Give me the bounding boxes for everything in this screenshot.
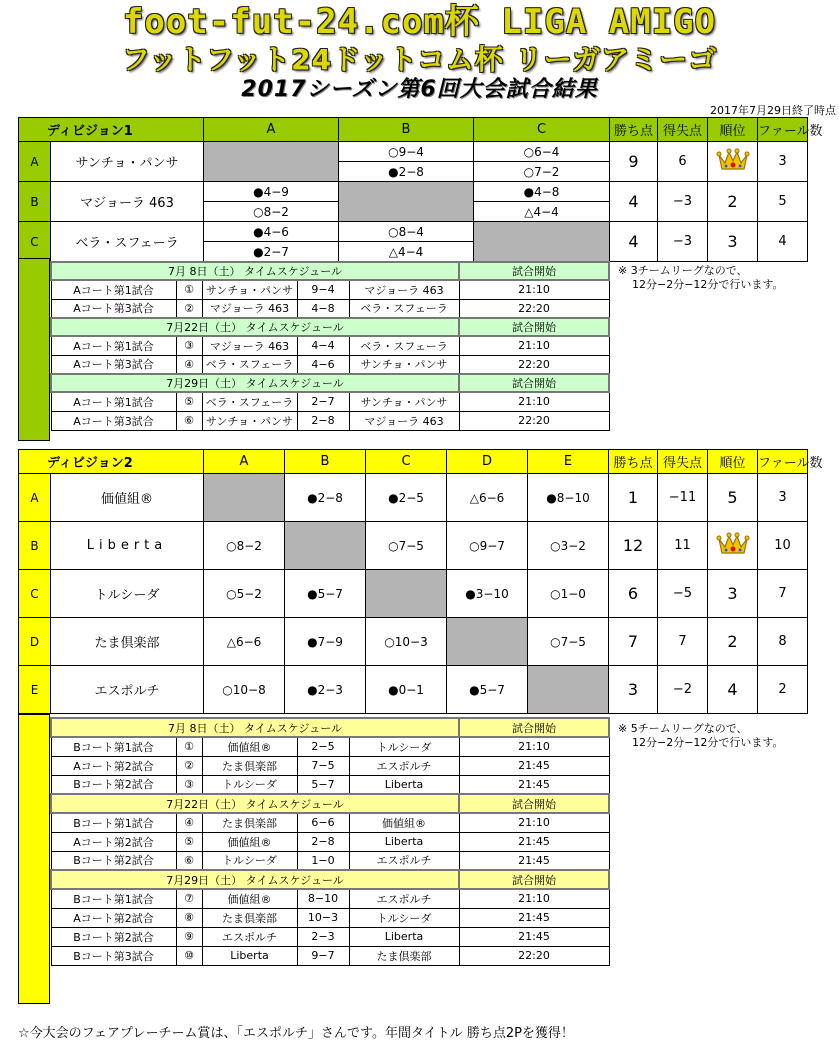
home-team: 価値組® (202, 832, 297, 851)
away-team: エスポルチ (349, 756, 459, 775)
score: 4−6 (297, 355, 349, 374)
team-name: ベラ・スフェーラ (51, 222, 204, 262)
away-team: サンチョ・パンサ (349, 392, 459, 411)
div2-rank-head: 順位 (708, 450, 758, 474)
court: Bコート第1試合 (51, 813, 176, 832)
div2-gd-head: 得失点 (658, 450, 708, 474)
score: 1−0 (297, 851, 349, 870)
goal-diff: −5 (658, 570, 708, 618)
score: 10−3 (297, 908, 349, 927)
div2-header-row (19, 450, 808, 474)
rank: 4 (708, 666, 758, 714)
away-team: マジョーラ 463 (349, 411, 459, 430)
start-time: 21:10 (459, 737, 609, 756)
crown-icon (716, 531, 750, 557)
court: Aコート第3試合 (51, 299, 176, 318)
note-line: ※ 3チームリーグなので、 (618, 264, 748, 277)
court: Bコート第1試合 (51, 737, 176, 756)
score: 8−10 (297, 889, 349, 908)
result-cell: ○8−2 (204, 202, 339, 222)
score: 2−3 (297, 927, 349, 946)
div1-rank-head: 順位 (708, 118, 758, 142)
game-row (51, 355, 609, 374)
fouls: 3 (758, 474, 808, 522)
score: 4−4 (297, 336, 349, 355)
team-name: Liberta (51, 522, 204, 570)
self-cell (366, 570, 447, 618)
score: 9−7 (297, 946, 349, 965)
away-team: マジョーラ 463 (349, 280, 459, 299)
rank (708, 142, 758, 182)
div2-standings-table (18, 449, 823, 714)
result-cell: ●4−6 (204, 222, 339, 242)
div2-fouls-head: ファール数 (758, 450, 808, 474)
game-row (51, 775, 609, 794)
start-time: 21:45 (459, 756, 609, 775)
score: 2−8 (297, 832, 349, 851)
game-no: ⑥ (176, 411, 202, 430)
div1-schedule-day (51, 374, 609, 430)
div2-col-head: D (447, 450, 528, 474)
self-cell (447, 618, 528, 666)
result-cell: ●4−9 (204, 182, 339, 202)
game-row (51, 737, 609, 756)
away-team: エスポルチ (349, 851, 459, 870)
row-key: D (19, 618, 51, 666)
div1-standings-table (18, 117, 823, 262)
rank (708, 522, 758, 570)
home-team: マジョーラ 463 (202, 299, 297, 318)
game-no: ② (176, 299, 202, 318)
result-cell: △6−6 (204, 618, 285, 666)
game-no: ① (176, 737, 202, 756)
game-row (51, 946, 609, 965)
start-time: 21:45 (459, 927, 609, 946)
row-key: B (19, 522, 51, 570)
game-row (51, 813, 609, 832)
result-cell: △6−6 (447, 474, 528, 522)
court: Aコート第1試合 (51, 280, 176, 299)
result-cell: ○8−4 (339, 222, 474, 242)
score: 9−4 (297, 280, 349, 299)
result-cell: ○3−2 (528, 522, 609, 570)
start-head: 試合開始 (459, 374, 609, 392)
court: Bコート第2試合 (51, 775, 176, 794)
div1-col-head: A (204, 118, 339, 142)
day-heading: 7月29日（土） タイムスケジュール (51, 374, 459, 392)
court: Bコート第1試合 (51, 889, 176, 908)
start-time: 22:20 (459, 355, 609, 374)
fouls: 5 (758, 182, 808, 222)
start-time: 21:10 (459, 280, 609, 299)
game-no: ③ (176, 336, 202, 355)
result-cell: ○7−5 (366, 522, 447, 570)
div1-header-row (19, 118, 808, 142)
result-cell: ○8−2 (204, 522, 285, 570)
game-row (51, 756, 609, 775)
result-cell: ●2−3 (285, 666, 366, 714)
rank: 3 (708, 222, 758, 262)
div2-schedule-sidebar (18, 714, 50, 1004)
away-team: トルシーダ (349, 737, 459, 756)
game-row (51, 889, 609, 908)
div2-col-head: C (366, 450, 447, 474)
away-team: Liberta (349, 775, 459, 794)
note-line: 12分−2分−12分で行います。 (632, 278, 784, 291)
div2-team-row (19, 618, 808, 666)
result-cell: △4−4 (474, 202, 610, 222)
start-time: 22:20 (459, 299, 609, 318)
schedule-day-head (51, 794, 609, 813)
home-team: エスポルチ (202, 927, 297, 946)
game-row (51, 299, 609, 318)
div2-col-head: A (204, 450, 285, 474)
team-name: エスポルチ (51, 666, 204, 714)
game-no: ② (176, 756, 202, 775)
start-head: 試合開始 (459, 262, 609, 280)
goal-diff: −3 (658, 182, 708, 222)
team-name: マジョーラ 463 (51, 182, 204, 222)
away-team: ベラ・スフェーラ (349, 299, 459, 318)
day-heading: 7月 8日（土） タイムスケジュール (51, 262, 459, 280)
goal-diff: 11 (658, 522, 708, 570)
court: Aコート第2試合 (51, 756, 176, 775)
div2-schedule-day (51, 718, 609, 794)
result-cell: ○6−4 (474, 142, 610, 162)
day-heading: 7月 8日（土） タイムスケジュール (51, 718, 459, 737)
div1-col-head: C (474, 118, 610, 142)
schedule-day-head (51, 718, 609, 737)
points: 9 (610, 142, 658, 182)
rank: 3 (708, 570, 758, 618)
score: 7−5 (297, 756, 349, 775)
result-cell: ●7−9 (285, 618, 366, 666)
result-cell: ○7−2 (474, 162, 610, 182)
result-cell: ●5−7 (285, 570, 366, 618)
start-time: 21:10 (459, 889, 609, 908)
score: 2−7 (297, 392, 349, 411)
self-cell (474, 222, 610, 262)
home-team: 価値組® (202, 889, 297, 908)
home-team: サンチョ・パンサ (202, 411, 297, 430)
result-cell: ○9−7 (447, 522, 528, 570)
crown-icon (716, 147, 750, 173)
score: 2−8 (297, 411, 349, 430)
fouls: 8 (758, 618, 808, 666)
court: Aコート第2試合 (51, 832, 176, 851)
start-time: 22:20 (459, 411, 609, 430)
court: Aコート第3試合 (51, 355, 176, 374)
self-cell (204, 474, 285, 522)
away-team: Liberta (349, 832, 459, 851)
game-no: ④ (176, 355, 202, 374)
points: 4 (610, 222, 658, 262)
goal-diff: 6 (658, 142, 708, 182)
game-no: ⑥ (176, 851, 202, 870)
game-no: ③ (176, 775, 202, 794)
result-cell: ○1−0 (528, 570, 609, 618)
game-no: ⑤ (176, 392, 202, 411)
game-no: ⑤ (176, 832, 202, 851)
div1-team-row (19, 142, 808, 162)
div2-name: ディビジョン2 (19, 450, 204, 474)
self-cell (528, 666, 609, 714)
day-heading: 7月29日（土） タイムスケジュール (51, 870, 459, 889)
game-no: ① (176, 280, 202, 299)
court: Bコート第2試合 (51, 851, 176, 870)
game-row (51, 832, 609, 851)
result-cell: △4−4 (339, 242, 474, 262)
result-cell: ●0−1 (366, 666, 447, 714)
team-name: たま倶楽部 (51, 618, 204, 666)
div1-note (618, 264, 784, 292)
title-katakana: フットフット24ドットコム杯 リーガアミーゴ (121, 43, 718, 76)
div1-gd-head: 得失点 (658, 118, 708, 142)
home-team: ベラ・スフェーラ (202, 392, 297, 411)
div2-schedule-table (50, 717, 610, 966)
as-of-date: 2017年7月29日終了時点 (710, 104, 836, 117)
fouls: 10 (758, 522, 808, 570)
game-row (51, 336, 609, 355)
start-head: 試合開始 (459, 718, 609, 737)
start-time: 21:10 (459, 336, 609, 355)
div2-note (618, 722, 784, 750)
result-cell: ○5−2 (204, 570, 285, 618)
score: 2−5 (297, 737, 349, 756)
div1-col-head: B (339, 118, 474, 142)
div2-team-row (19, 474, 808, 522)
away-team: Liberta (349, 927, 459, 946)
home-team: トルシーダ (202, 851, 297, 870)
div1-schedule-day (51, 262, 609, 318)
home-team: 価値組® (202, 737, 297, 756)
fouls: 7 (758, 570, 808, 618)
div2-team-row (19, 666, 808, 714)
fouls: 4 (758, 222, 808, 262)
home-team: たま倶楽部 (202, 908, 297, 927)
away-team: たま倶楽部 (349, 946, 459, 965)
result-cell: ○10−8 (204, 666, 285, 714)
div2-team-row (19, 570, 808, 618)
points: 7 (609, 618, 658, 666)
div2-team-row (19, 522, 808, 570)
result-cell: ○9−4 (339, 142, 474, 162)
home-team: トルシーダ (202, 775, 297, 794)
start-time: 21:45 (459, 832, 609, 851)
start-head: 試合開始 (459, 794, 609, 813)
div2-col-head: B (285, 450, 366, 474)
result-cell: ●4−8 (474, 182, 610, 202)
row-key: C (19, 570, 51, 618)
game-row (51, 411, 609, 430)
away-team: トルシーダ (349, 908, 459, 927)
team-name: 価値組® (51, 474, 204, 522)
score: 6−6 (297, 813, 349, 832)
div2-col-head: E (528, 450, 609, 474)
div2-points-head: 勝ち点 (609, 450, 658, 474)
court: Aコート第1試合 (51, 392, 176, 411)
points: 1 (609, 474, 658, 522)
div1-schedule-table (50, 261, 610, 431)
row-key: B (19, 182, 51, 222)
game-row (51, 392, 609, 411)
start-time: 21:45 (459, 908, 609, 927)
court: Aコート第1試合 (51, 336, 176, 355)
home-team: マジョーラ 463 (202, 336, 297, 355)
div1-points-head: 勝ち点 (610, 118, 658, 142)
row-key: A (19, 474, 51, 522)
game-row (51, 851, 609, 870)
row-key: C (19, 222, 51, 262)
team-name: サンチョ・パンサ (51, 142, 204, 182)
away-team: 価値組® (349, 813, 459, 832)
schedule-day-head (51, 870, 609, 889)
away-team: エスポルチ (349, 889, 459, 908)
court: Bコート第3試合 (51, 946, 176, 965)
home-team: たま倶楽部 (202, 813, 297, 832)
result-cell: ●2−5 (366, 474, 447, 522)
note-line: 12分−2分−12分で行います。 (632, 736, 784, 749)
start-time: 21:45 (459, 775, 609, 794)
start-head: 試合開始 (459, 870, 609, 889)
away-team: ベラ・スフェーラ (349, 336, 459, 355)
score: 4−8 (297, 299, 349, 318)
game-no: ⑧ (176, 908, 202, 927)
start-time: 22:20 (459, 946, 609, 965)
note-line: ※ 5チームリーグなので、 (618, 722, 748, 735)
result-cell: ●5−7 (447, 666, 528, 714)
title-season-result: 2017シーズン第6回大会試合結果 (241, 77, 598, 102)
game-no: ⑨ (176, 927, 202, 946)
points: 3 (609, 666, 658, 714)
game-row (51, 908, 609, 927)
goal-diff: −2 (658, 666, 708, 714)
day-heading: 7月22日（土） タイムスケジュール (51, 318, 459, 336)
div1-name: ディビジョン1 (19, 118, 204, 142)
result-cell: ●2−8 (339, 162, 474, 182)
div1-team-row (19, 182, 808, 202)
result-cell: ●2−8 (285, 474, 366, 522)
schedule-day-head (51, 318, 609, 336)
row-key: A (19, 142, 51, 182)
self-cell (339, 182, 474, 222)
rank: 2 (708, 618, 758, 666)
court: Bコート第2試合 (51, 927, 176, 946)
fairplay-note: ☆今大会のフェアプレーチーム賞は、「エスポルチ」さんです。年間タイトル 勝ち点2Pを獲得！ (18, 1026, 574, 1041)
court: Aコート第3試合 (51, 411, 176, 430)
start-time: 21:10 (459, 813, 609, 832)
div1-team-row (19, 222, 808, 242)
points: 6 (609, 570, 658, 618)
div1-schedule-sidebar (18, 258, 50, 441)
rank: 5 (708, 474, 758, 522)
row-key: E (19, 666, 51, 714)
div1-schedule-day (51, 318, 609, 374)
game-no: ④ (176, 813, 202, 832)
goal-diff: 7 (658, 618, 708, 666)
court: Aコート第2試合 (51, 908, 176, 927)
start-head: 試合開始 (459, 318, 609, 336)
goal-diff: −3 (658, 222, 708, 262)
points: 4 (610, 182, 658, 222)
day-heading: 7月22日（土） タイムスケジュール (51, 794, 459, 813)
home-team: Liberta (202, 946, 297, 965)
away-team: サンチョ・パンサ (349, 355, 459, 374)
start-time: 21:10 (459, 392, 609, 411)
game-row (51, 280, 609, 299)
game-row (51, 927, 609, 946)
result-cell: ●3−10 (447, 570, 528, 618)
fouls: 2 (758, 666, 808, 714)
div1-fouls-head: ファール数 (758, 118, 808, 142)
result-cell: ○7−5 (528, 618, 609, 666)
goal-diff: −11 (658, 474, 708, 522)
points: 12 (609, 522, 658, 570)
home-team: ベラ・スフェーラ (202, 355, 297, 374)
result-cell: ●8−10 (528, 474, 609, 522)
title-english: foot-fut-24.com杯 LIGA AMIGO (122, 2, 717, 42)
game-no: ⑦ (176, 889, 202, 908)
schedule-day-head (51, 262, 609, 280)
home-team: たま倶楽部 (202, 756, 297, 775)
result-cell: ○10−3 (366, 618, 447, 666)
home-team: サンチョ・パンサ (202, 280, 297, 299)
game-no: ⑩ (176, 946, 202, 965)
schedule-day-head (51, 374, 609, 392)
start-time: 21:45 (459, 851, 609, 870)
self-cell (285, 522, 366, 570)
rank: 2 (708, 182, 758, 222)
div2-schedule-day (51, 794, 609, 870)
self-cell (204, 142, 339, 182)
fouls: 3 (758, 142, 808, 182)
result-cell: ●2−7 (204, 242, 339, 262)
div2-schedule-day (51, 870, 609, 965)
score: 5−7 (297, 775, 349, 794)
team-name: トルシーダ (51, 570, 204, 618)
